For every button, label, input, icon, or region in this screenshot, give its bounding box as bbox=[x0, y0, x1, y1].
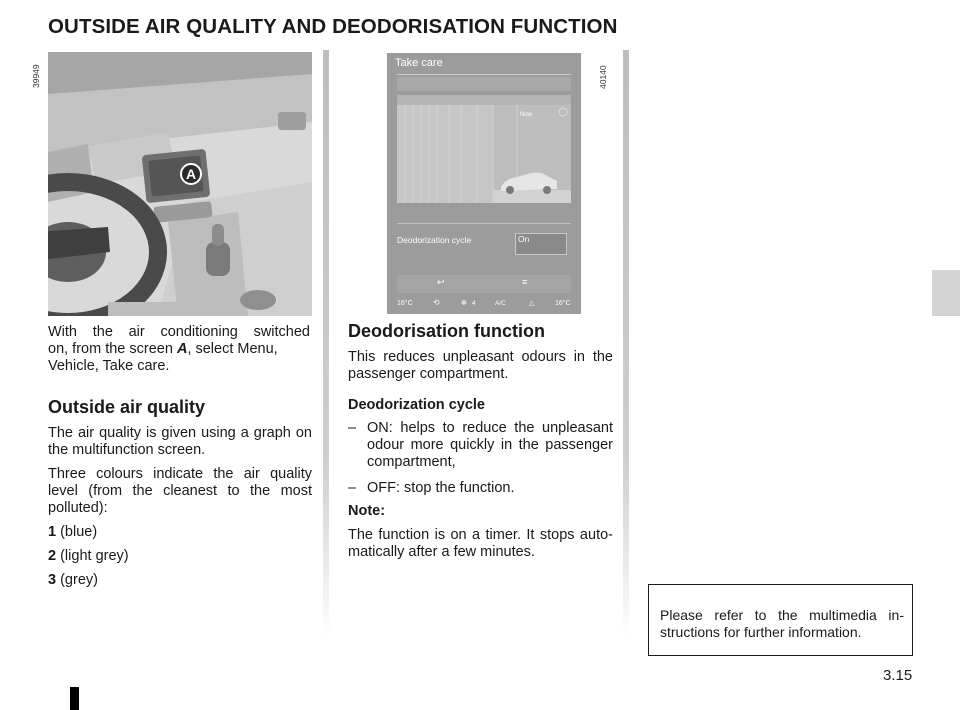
colour-item-3-text: (grey) bbox=[56, 572, 98, 588]
multimedia-note-text bbox=[660, 607, 904, 641]
air-quality-para1-l1: The air quality is given using a graph on bbox=[48, 425, 312, 441]
screen-title: Take care bbox=[395, 57, 443, 69]
on-line-1: ON: helps to reduce the unpleasant bbox=[367, 420, 613, 436]
note-line-1: The function is on a timer. It stops auto- bbox=[348, 527, 613, 543]
colour-item-2-num: 2 bbox=[48, 548, 57, 564]
section-side-tab bbox=[932, 270, 960, 316]
on-line-3: compartment, bbox=[367, 454, 456, 470]
air-quality-para2-l3: polluted): bbox=[48, 500, 108, 516]
intro-line-2-a: on, from the screen bbox=[48, 341, 177, 357]
intro-line-3: Vehicle, Take care. bbox=[48, 358, 170, 374]
off-dash: – bbox=[348, 480, 357, 496]
deodorization-cycle-label: Deodorization cycle bbox=[397, 235, 472, 245]
multimedia-note-box bbox=[648, 584, 913, 656]
screen-a-label: A bbox=[185, 166, 197, 182]
colour-item-2-text: (light grey) bbox=[56, 548, 129, 564]
back-icon: ↩ bbox=[437, 277, 445, 287]
auto-icon: △ bbox=[529, 300, 535, 307]
colour-item-3 bbox=[48, 572, 98, 589]
fan-level: 4 bbox=[472, 300, 476, 307]
multimedia-note-line-2: structions for further information. bbox=[660, 624, 862, 640]
colour-item-1-num: 1 bbox=[48, 524, 57, 540]
multimedia-screen-illustration bbox=[387, 53, 581, 314]
off-line-1: OFF: stop the function. bbox=[367, 480, 515, 496]
page-title: OUTSIDE AIR QUALITY AND DEODORISATION FUNCTION bbox=[48, 15, 618, 38]
intro-line-2-b bbox=[177, 341, 310, 358]
screen-image-ref: 40140 bbox=[598, 65, 608, 89]
colour-item-2 bbox=[48, 548, 129, 565]
deodorization-cycle-heading: Deodorization cycle bbox=[348, 397, 485, 413]
recirculation-icon: ⟲ bbox=[433, 298, 440, 307]
air-quality-para2-l1: Three colours indicate the air quality bbox=[48, 466, 312, 482]
dashboard-image-ref: 39949 bbox=[31, 64, 41, 88]
graph-now-label: Now bbox=[520, 112, 533, 118]
air-quality-para1-l2: the multifunction screen. bbox=[48, 442, 206, 458]
menu-icon: ≡ bbox=[522, 277, 528, 287]
on-dash: – bbox=[348, 420, 357, 436]
screen-divider bbox=[397, 223, 571, 224]
column-divider-right bbox=[623, 50, 629, 640]
deodorisation-desc-l1: This reduces unpleasant odours in the bbox=[348, 349, 613, 365]
colour-item-1 bbox=[48, 524, 97, 541]
air-quality-graph bbox=[397, 95, 571, 203]
deodorization-on-label: On bbox=[518, 234, 530, 244]
air-quality-heading: Outside air quality bbox=[48, 397, 206, 417]
screen-bottom-bar bbox=[397, 275, 571, 293]
screen-title-underline bbox=[397, 74, 571, 75]
deodorisation-heading: Deodorisation function bbox=[348, 321, 545, 341]
note-line-2: matically after a few minutes. bbox=[348, 544, 535, 560]
temperature-right: 16°C bbox=[555, 300, 571, 307]
temperature-left: 16°C bbox=[397, 300, 413, 307]
page-corner-mark bbox=[70, 687, 79, 710]
dashboard-illustration bbox=[48, 52, 312, 316]
deodorisation-desc-l2: passenger compartment. bbox=[348, 366, 509, 382]
intro-line-2 bbox=[48, 341, 310, 358]
column-divider-left bbox=[323, 50, 329, 640]
multimedia-note-line-1: Please refer to the multimedia in- bbox=[660, 607, 904, 623]
intro-line-1: With the air conditioning switched bbox=[48, 324, 310, 340]
intro-line-2-c: , select Menu, bbox=[187, 341, 278, 357]
ac-label: A/C bbox=[495, 300, 506, 307]
air-quality-para2-l2: level (from the cleanest to the most bbox=[48, 483, 312, 499]
colour-item-3-num: 3 bbox=[48, 572, 57, 588]
on-line-2: odour more quickly in the passenger bbox=[367, 437, 613, 453]
page-number: 3.15 bbox=[883, 667, 913, 684]
note-label: Note: bbox=[348, 503, 386, 519]
fan-icon: ✻ bbox=[461, 300, 467, 307]
screen-ref-a: A bbox=[176, 341, 188, 357]
screen-header-bar bbox=[397, 77, 571, 91]
colour-item-1-text: (blue) bbox=[56, 524, 98, 540]
